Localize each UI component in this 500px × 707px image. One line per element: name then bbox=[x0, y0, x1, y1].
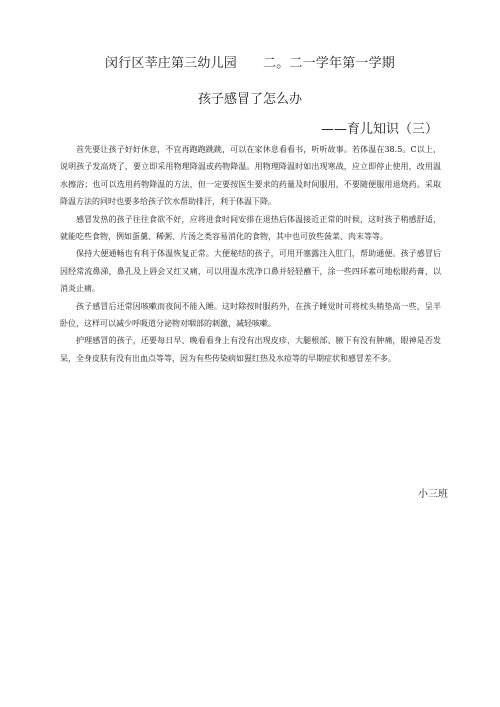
page-header bbox=[0, 52, 500, 71]
paragraph: 感冒发热的孩子往往食欲不好，应将进食时间安排在退热后体温接近正常的时候，这时孩子稍感舒适，就能吃些食物，例如蛋羹、稀粥、片汤之类容易消化的食物，其中也可放些菠菜、肉末等等。 bbox=[60, 214, 441, 242]
paragraph: 首先要让孩子好好休息，不宜再跑跑跳跳，可以在家休息看看书，听听故事。若体温在38.5。C以上，说明孩子发高烧了，要立即采用物理降温或药物降温。用物理降温时如出现寒战，应立即停止使用，改用温水擦浴；也可以选用药物降温的方法，但一定要按医生要求的药量及时间服用，不要随便服用退烧药。采取降温方法的同时也要多给孩子饮水帮助排汗，利于体温下降。 bbox=[60, 145, 441, 207]
paragraph: 护理感冒的孩子，还要每日早、晚看看身上有没有出现皮疹，大腿根部、腋下有没有肿痛，眼神是否发呆，全身皮肤有没有出血点等等，因为有些传染病如猩红热及水痘等的早期症状和感冒差不多。 bbox=[60, 336, 441, 363]
article-title: 孩子感冒了怎么办 bbox=[197, 92, 302, 107]
paragraph: 孩子感冒后还常因咳嗽而夜间不能入睡。这时除按时服药外，在孩子睡觉时可将枕头稍垫高一些，呈半卧位，这样可以减少呼吸道分泌物对咽部的刺激，减轻咳嗽。 bbox=[60, 301, 441, 329]
school-term: 二。二一学年第一学期 bbox=[263, 56, 396, 71]
class-signature: 小三班 bbox=[418, 489, 448, 500]
paragraph: 保持大便通畅也有利于体温恢复正常。大便秘结的孩子，可用开塞露注入肛门，帮助通便。孩子感冒后因经常流鼻涕，鼻孔及上唇会又红又痛，可以用温水洗净口鼻并轻轻蘸干，涂一些四环素可地松眼药膏，以消炎止痛。 bbox=[60, 249, 441, 294]
school-name: 闵行区莘庄第三幼儿园 bbox=[104, 56, 237, 71]
article-subtitle: ——育儿知识（三） bbox=[320, 122, 438, 137]
article-body bbox=[60, 141, 441, 367]
